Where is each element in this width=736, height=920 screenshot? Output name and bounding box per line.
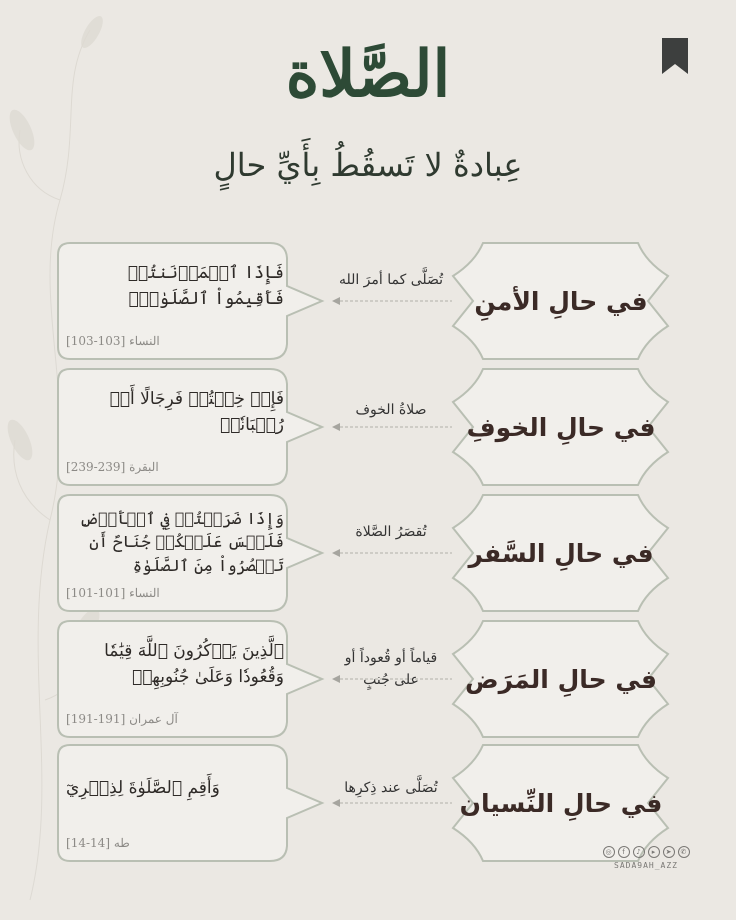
arrow-head (332, 549, 340, 557)
ruling-text: تُصَلَّى عند ذِكرِها (344, 780, 438, 796)
verse-reference: طه [14-14] (66, 836, 130, 850)
verse-reference: النساء [101-101] (66, 586, 160, 600)
row-forgetfulness (0, 744, 736, 862)
ruling-text: قياماً أو قُعوداً أو على جُنبٍ (344, 650, 438, 688)
page-subtitle: عِبادةٌ لا تَسقُطُ بِأَيِّ حالٍ (213, 146, 523, 184)
whatsapp-icon[interactable]: ✆ (678, 846, 690, 858)
social-links (598, 846, 694, 876)
arrow-head (332, 297, 340, 305)
verse-reference: النساء [103-103] (66, 334, 160, 348)
row-security (0, 242, 736, 360)
state-label: في حالِ السَّفر (468, 538, 654, 568)
row-illness (0, 620, 736, 738)
verse-reference: البقرة [239-239] (66, 460, 159, 474)
verse-reference: آل عمران [191-191] (66, 712, 178, 726)
verse-text: وَأَقِمِ ٱلصَّلَوٰةَ لِذِكۡرِيٓ (66, 777, 220, 798)
social-handle[interactable]: SADA9AH_AZZ (614, 861, 678, 870)
row-fear (0, 368, 736, 486)
youtube-icon[interactable]: ▸ (648, 846, 660, 858)
ruling-text: تُقصَرُ الصَّلاة (355, 524, 427, 540)
verse-text: وَإِذَا ضَرَبۡتُمۡ فِي ٱلۡأَرۡضِ فَلَيۡسَ عَلَيۡكُمۡ جُنَاحٌ أَن تَقۡصُرُواْ مِنَ ٱلصَّلَوٰةِ (79, 509, 284, 575)
state-label: في حالِ المَرَض (464, 664, 658, 694)
ruling-text: صلاةُ الخوف (355, 402, 427, 418)
verse-text: فَإِذَا ٱطۡمَأۡنَنتُمۡ فَأَقِيمُواْ ٱلصَّلَوٰةَۚ (127, 262, 284, 309)
arrow-head (332, 423, 340, 431)
state-label: في حالِ النِّسيان (459, 788, 663, 818)
facebook-icon[interactable]: f (618, 846, 630, 858)
instagram-icon[interactable]: ◎ (603, 846, 615, 858)
verse-text: ٱلَّذِينَ يَذۡكُرُونَ ٱللَّهَ قِيَٰمٗا وَقُعُودٗا وَعَلَىٰ جُنُوبِهِمۡ (104, 640, 284, 687)
row-travel (0, 494, 736, 612)
page-title: الصَّلاة (285, 37, 451, 112)
tiktok-icon[interactable]: ♪ (633, 846, 645, 858)
state-label: في حالِ الخوفِ (466, 412, 656, 442)
arrow-head (332, 799, 340, 807)
state-label: في حالِ الأمنِ (474, 286, 648, 316)
verse-text: فَإِنۡ خِفۡتُمۡ فَرِجَالًا أَوۡ رُكۡبَانٗاۖ (109, 388, 284, 435)
telegram-icon[interactable]: ➤ (663, 846, 675, 858)
ruling-text: تُصَلَّى كما أمرَ الله (338, 272, 444, 288)
